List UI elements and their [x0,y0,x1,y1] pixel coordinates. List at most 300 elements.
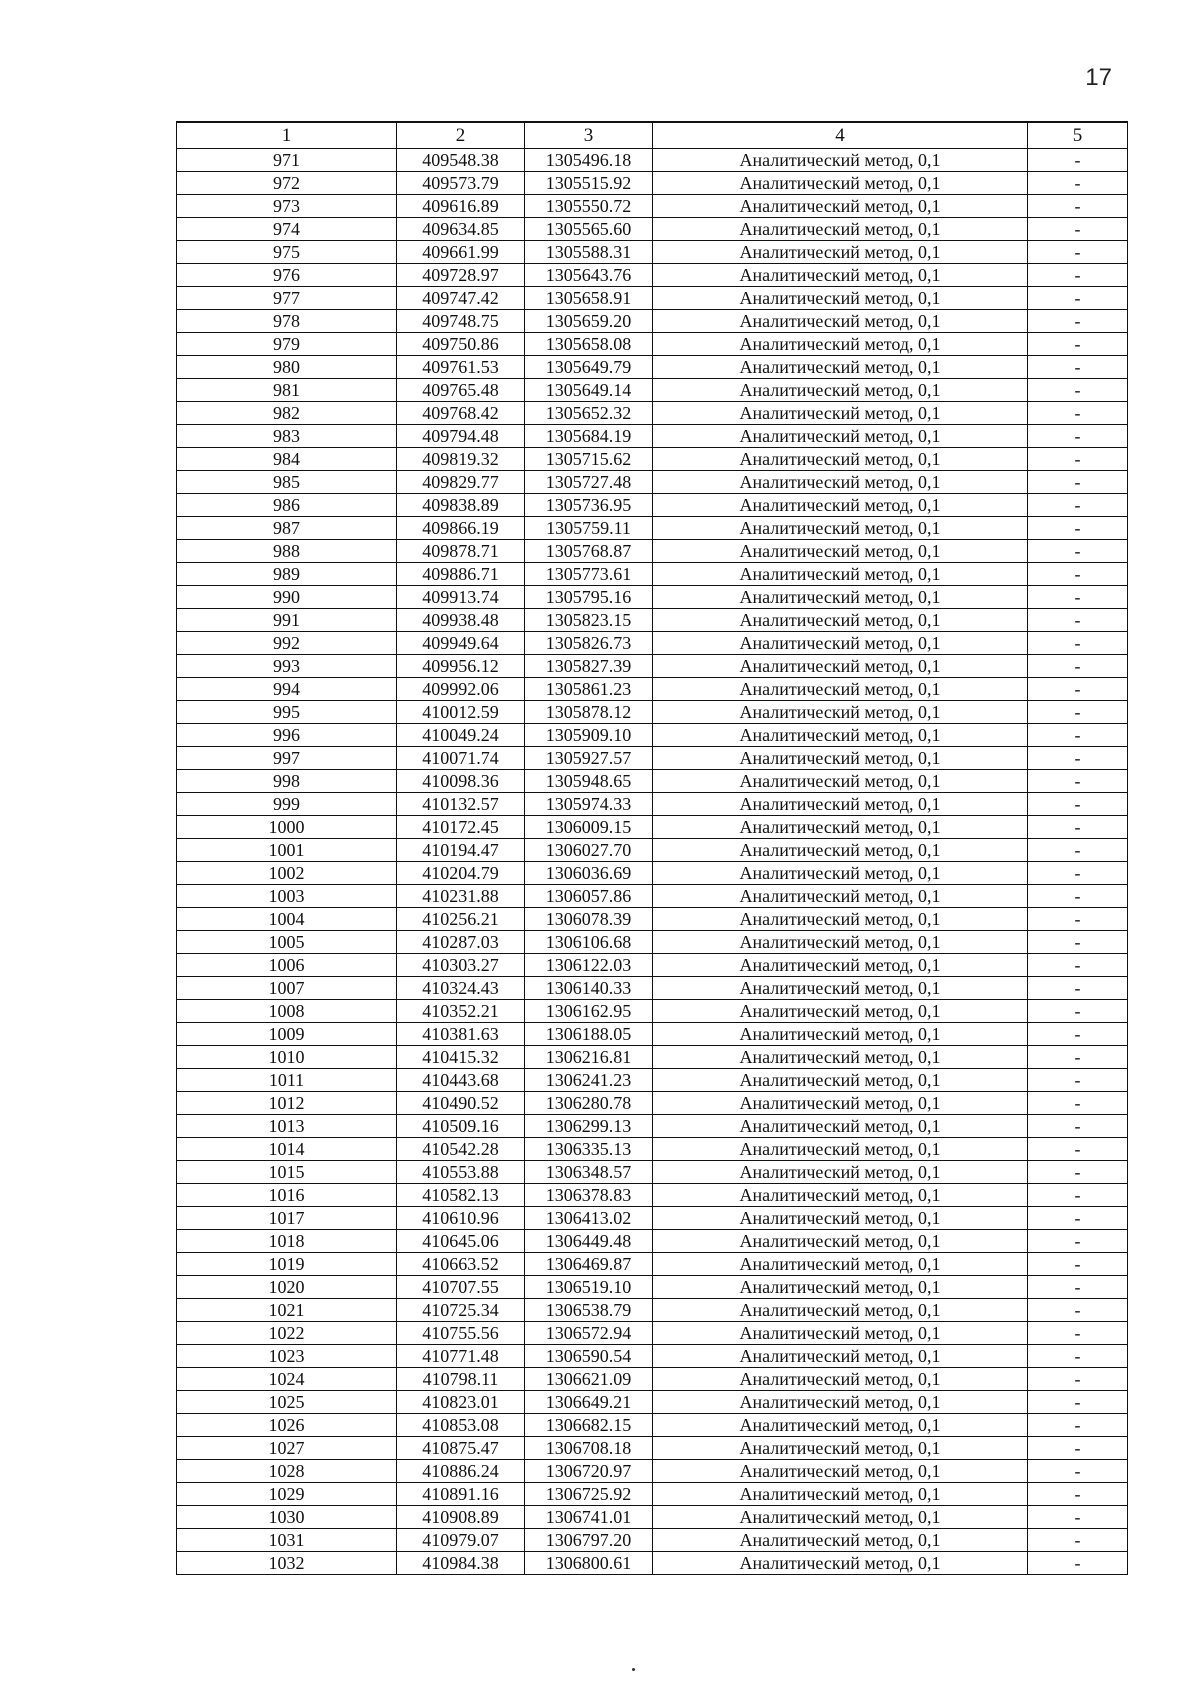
y-coordinate-cell: 1306009.15 [525,816,653,839]
point-number-cell: 981 [177,379,397,402]
table-row [177,724,1128,747]
note-cell: - [1028,701,1128,724]
y-coordinate-cell: 1305652.32 [525,402,653,425]
note-cell: - [1028,931,1128,954]
point-number-cell: 997 [177,747,397,770]
header-col-1: 1 [177,122,397,149]
note-cell: - [1028,379,1128,402]
table-row [177,264,1128,287]
table-row [177,494,1128,517]
table-row [177,379,1128,402]
note-cell: - [1028,241,1128,264]
y-coordinate-cell: 1305643.76 [525,264,653,287]
table-row [177,1023,1128,1046]
table-row [177,816,1128,839]
y-coordinate-cell: 1306538.79 [525,1299,653,1322]
note-cell: - [1028,1253,1128,1276]
table-row [177,586,1128,609]
x-coordinate-cell: 409728.97 [397,264,525,287]
y-coordinate-cell: 1305659.20 [525,310,653,333]
table-row [177,655,1128,678]
method-cell: Аналитический метод, 0,1 [653,1046,1028,1069]
y-coordinate-cell: 1305827.39 [525,655,653,678]
y-coordinate-cell: 1306720.97 [525,1460,653,1483]
note-cell: - [1028,609,1128,632]
y-coordinate-cell: 1306378.83 [525,1184,653,1207]
x-coordinate-cell: 410853.08 [397,1414,525,1437]
note-cell: - [1028,977,1128,1000]
table-row [177,678,1128,701]
x-coordinate-cell: 409765.48 [397,379,525,402]
table-row [177,885,1128,908]
table-row [177,1391,1128,1414]
note-cell: - [1028,218,1128,241]
note-cell: - [1028,1529,1128,1552]
note-cell: - [1028,1000,1128,1023]
y-coordinate-cell: 1306649.21 [525,1391,653,1414]
header-col-5: 5 [1028,122,1128,149]
point-number-cell: 989 [177,563,397,586]
x-coordinate-cell: 409573.79 [397,172,525,195]
note-cell: - [1028,310,1128,333]
x-coordinate-cell: 409838.89 [397,494,525,517]
point-number-cell: 1031 [177,1529,397,1552]
method-cell: Аналитический метод, 0,1 [653,908,1028,931]
method-cell: Аналитический метод, 0,1 [653,379,1028,402]
table-row [177,954,1128,977]
table-row [177,356,1128,379]
x-coordinate-cell: 410204.79 [397,862,525,885]
method-cell: Аналитический метод, 0,1 [653,747,1028,770]
method-cell: Аналитический метод, 0,1 [653,1000,1028,1023]
point-number-cell: 1007 [177,977,397,1000]
note-cell: - [1028,1207,1128,1230]
point-number-cell: 1013 [177,1115,397,1138]
y-coordinate-cell: 1305773.61 [525,563,653,586]
method-cell: Аналитический метод, 0,1 [653,1506,1028,1529]
point-number-cell: 1003 [177,885,397,908]
scan-dot [632,1668,635,1671]
method-cell: Аналитический метод, 0,1 [653,816,1028,839]
note-cell: - [1028,1460,1128,1483]
table-row [177,195,1128,218]
y-coordinate-cell: 1305565.60 [525,218,653,241]
y-coordinate-cell: 1306216.81 [525,1046,653,1069]
method-cell: Аналитический метод, 0,1 [653,517,1028,540]
method-cell: Аналитический метод, 0,1 [653,540,1028,563]
point-number-cell: 1022 [177,1322,397,1345]
note-cell: - [1028,1161,1128,1184]
note-cell: - [1028,885,1128,908]
point-number-cell: 1000 [177,816,397,839]
x-coordinate-cell: 409768.42 [397,402,525,425]
note-cell: - [1028,264,1128,287]
point-number-cell: 983 [177,425,397,448]
method-cell: Аналитический метод, 0,1 [653,1161,1028,1184]
table-row [177,977,1128,1000]
point-number-cell: 987 [177,517,397,540]
point-number-cell: 971 [177,149,397,172]
y-coordinate-cell: 1306469.87 [525,1253,653,1276]
note-cell: - [1028,494,1128,517]
point-number-cell: 1027 [177,1437,397,1460]
table-row [177,1276,1128,1299]
table-row [177,1437,1128,1460]
x-coordinate-cell: 409956.12 [397,655,525,678]
x-coordinate-cell: 409548.38 [397,149,525,172]
y-coordinate-cell: 1306708.18 [525,1437,653,1460]
x-coordinate-cell: 410771.48 [397,1345,525,1368]
x-coordinate-cell: 409747.42 [397,287,525,310]
x-coordinate-cell: 410132.57 [397,793,525,816]
point-number-cell: 984 [177,448,397,471]
method-cell: Аналитический метод, 0,1 [653,471,1028,494]
method-cell: Аналитический метод, 0,1 [653,655,1028,678]
x-coordinate-cell: 409616.89 [397,195,525,218]
note-cell: - [1028,1184,1128,1207]
x-coordinate-cell: 410352.21 [397,1000,525,1023]
point-number-cell: 986 [177,494,397,517]
y-coordinate-cell: 1306036.69 [525,862,653,885]
table-body [177,149,1128,1575]
method-cell: Аналитический метод, 0,1 [653,1207,1028,1230]
point-number-cell: 1032 [177,1552,397,1575]
y-coordinate-cell: 1306335.13 [525,1138,653,1161]
method-cell: Аналитический метод, 0,1 [653,448,1028,471]
x-coordinate-cell: 410908.89 [397,1506,525,1529]
point-number-cell: 1004 [177,908,397,931]
note-cell: - [1028,1391,1128,1414]
y-coordinate-cell: 1306057.86 [525,885,653,908]
x-coordinate-cell: 410415.32 [397,1046,525,1069]
table-row [177,747,1128,770]
y-coordinate-cell: 1306348.57 [525,1161,653,1184]
note-cell: - [1028,195,1128,218]
point-number-cell: 1002 [177,862,397,885]
table-row [177,1230,1128,1253]
point-number-cell: 995 [177,701,397,724]
method-cell: Аналитический метод, 0,1 [653,1069,1028,1092]
y-coordinate-cell: 1306449.48 [525,1230,653,1253]
table-row [177,1069,1128,1092]
method-cell: Аналитический метод, 0,1 [653,839,1028,862]
table-row [177,839,1128,862]
y-coordinate-cell: 1306725.92 [525,1483,653,1506]
table-row [177,1207,1128,1230]
x-coordinate-cell: 410645.06 [397,1230,525,1253]
method-cell: Аналитический метод, 0,1 [653,195,1028,218]
y-coordinate-cell: 1305588.31 [525,241,653,264]
method-cell: Аналитический метод, 0,1 [653,1322,1028,1345]
table-row [177,517,1128,540]
table-row [177,1552,1128,1575]
note-cell: - [1028,1230,1128,1253]
x-coordinate-cell: 409886.71 [397,563,525,586]
x-coordinate-cell: 410172.45 [397,816,525,839]
y-coordinate-cell: 1306519.10 [525,1276,653,1299]
note-cell: - [1028,517,1128,540]
x-coordinate-cell: 410194.47 [397,839,525,862]
header-col-3: 3 [525,122,653,149]
method-cell: Аналитический метод, 0,1 [653,1184,1028,1207]
method-cell: Аналитический метод, 0,1 [653,1552,1028,1575]
note-cell: - [1028,770,1128,793]
x-coordinate-cell: 410256.21 [397,908,525,931]
x-coordinate-cell: 409634.85 [397,218,525,241]
point-number-cell: 1020 [177,1276,397,1299]
table-row [177,1460,1128,1483]
y-coordinate-cell: 1306280.78 [525,1092,653,1115]
note-cell: - [1028,862,1128,885]
method-cell: Аналитический метод, 0,1 [653,954,1028,977]
note-cell: - [1028,448,1128,471]
y-coordinate-cell: 1306413.02 [525,1207,653,1230]
x-coordinate-cell: 410755.56 [397,1322,525,1345]
point-number-cell: 1021 [177,1299,397,1322]
point-number-cell: 1024 [177,1368,397,1391]
x-coordinate-cell: 410823.01 [397,1391,525,1414]
x-coordinate-cell: 410886.24 [397,1460,525,1483]
x-coordinate-cell: 409992.06 [397,678,525,701]
x-coordinate-cell: 410725.34 [397,1299,525,1322]
point-number-cell: 999 [177,793,397,816]
method-cell: Аналитический метод, 0,1 [653,770,1028,793]
x-coordinate-cell: 410984.38 [397,1552,525,1575]
note-cell: - [1028,402,1128,425]
point-number-cell: 1010 [177,1046,397,1069]
x-coordinate-cell: 410979.07 [397,1529,525,1552]
method-cell: Аналитический метод, 0,1 [653,563,1028,586]
method-cell: Аналитический метод, 0,1 [653,862,1028,885]
note-cell: - [1028,1552,1128,1575]
note-cell: - [1028,425,1128,448]
y-coordinate-cell: 1306122.03 [525,954,653,977]
point-number-cell: 994 [177,678,397,701]
note-cell: - [1028,172,1128,195]
table-row [177,1483,1128,1506]
x-coordinate-cell: 410891.16 [397,1483,525,1506]
y-coordinate-cell: 1305878.12 [525,701,653,724]
y-coordinate-cell: 1305823.15 [525,609,653,632]
y-coordinate-cell: 1305550.72 [525,195,653,218]
x-coordinate-cell: 410443.68 [397,1069,525,1092]
x-coordinate-cell: 409949.64 [397,632,525,655]
point-number-cell: 1012 [177,1092,397,1115]
note-cell: - [1028,1023,1128,1046]
note-cell: - [1028,1276,1128,1299]
y-coordinate-cell: 1306682.15 [525,1414,653,1437]
x-coordinate-cell: 410287.03 [397,931,525,954]
note-cell: - [1028,287,1128,310]
y-coordinate-cell: 1305736.95 [525,494,653,517]
method-cell: Аналитический метод, 0,1 [653,885,1028,908]
table-row [177,1322,1128,1345]
method-cell: Аналитический метод, 0,1 [653,425,1028,448]
note-cell: - [1028,747,1128,770]
table-row [177,172,1128,195]
table-row [177,701,1128,724]
x-coordinate-cell: 410798.11 [397,1368,525,1391]
table-row [177,425,1128,448]
method-cell: Аналитический метод, 0,1 [653,609,1028,632]
point-number-cell: 1028 [177,1460,397,1483]
y-coordinate-cell: 1306590.54 [525,1345,653,1368]
x-coordinate-cell: 410553.88 [397,1161,525,1184]
table-row [177,1506,1128,1529]
x-coordinate-cell: 410071.74 [397,747,525,770]
y-coordinate-cell: 1305649.79 [525,356,653,379]
point-number-cell: 973 [177,195,397,218]
point-number-cell: 996 [177,724,397,747]
y-coordinate-cell: 1306741.01 [525,1506,653,1529]
y-coordinate-cell: 1306162.95 [525,1000,653,1023]
point-number-cell: 1017 [177,1207,397,1230]
point-number-cell: 1009 [177,1023,397,1046]
table-row [177,1414,1128,1437]
point-number-cell: 972 [177,172,397,195]
note-cell: - [1028,1115,1128,1138]
point-number-cell: 980 [177,356,397,379]
x-coordinate-cell: 409938.48 [397,609,525,632]
method-cell: Аналитический метод, 0,1 [653,1138,1028,1161]
method-cell: Аналитический метод, 0,1 [653,1391,1028,1414]
note-cell: - [1028,1322,1128,1345]
table-row [177,908,1128,931]
x-coordinate-cell: 410610.96 [397,1207,525,1230]
table-row [177,540,1128,563]
point-number-cell: 1030 [177,1506,397,1529]
table-row [177,1092,1128,1115]
y-coordinate-cell: 1305649.14 [525,379,653,402]
y-coordinate-cell: 1305684.19 [525,425,653,448]
note-cell: - [1028,1138,1128,1161]
table-row [177,1115,1128,1138]
x-coordinate-cell: 409878.71 [397,540,525,563]
table-row [177,402,1128,425]
method-cell: Аналитический метод, 0,1 [653,241,1028,264]
point-number-cell: 974 [177,218,397,241]
x-coordinate-cell: 410707.55 [397,1276,525,1299]
note-cell: - [1028,333,1128,356]
method-cell: Аналитический метод, 0,1 [653,356,1028,379]
method-cell: Аналитический метод, 0,1 [653,586,1028,609]
method-cell: Аналитический метод, 0,1 [653,701,1028,724]
point-number-cell: 1005 [177,931,397,954]
table-row [177,1368,1128,1391]
point-number-cell: 991 [177,609,397,632]
page-number: 17 [1085,64,1112,91]
y-coordinate-cell: 1305768.87 [525,540,653,563]
x-coordinate-cell: 410582.13 [397,1184,525,1207]
note-cell: - [1028,1414,1128,1437]
table-row [177,448,1128,471]
table-row [177,1529,1128,1552]
table-row [177,1184,1128,1207]
method-cell: Аналитический метод, 0,1 [653,1230,1028,1253]
table-row [177,149,1128,172]
table-row [177,862,1128,885]
point-number-cell: 977 [177,287,397,310]
y-coordinate-cell: 1305909.10 [525,724,653,747]
point-number-cell: 1026 [177,1414,397,1437]
note-cell: - [1028,678,1128,701]
table-header [177,122,1128,149]
x-coordinate-cell: 410542.28 [397,1138,525,1161]
point-number-cell: 1023 [177,1345,397,1368]
table-row [177,218,1128,241]
table-row [177,1161,1128,1184]
method-cell: Аналитический метод, 0,1 [653,310,1028,333]
note-cell: - [1028,816,1128,839]
x-coordinate-cell: 410324.43 [397,977,525,1000]
y-coordinate-cell: 1306800.61 [525,1552,653,1575]
y-coordinate-cell: 1306027.70 [525,839,653,862]
note-cell: - [1028,655,1128,678]
y-coordinate-cell: 1305658.91 [525,287,653,310]
table-row [177,1253,1128,1276]
method-cell: Аналитический метод, 0,1 [653,1460,1028,1483]
table-row [177,1046,1128,1069]
note-cell: - [1028,908,1128,931]
y-coordinate-cell: 1306106.68 [525,931,653,954]
x-coordinate-cell: 410012.59 [397,701,525,724]
method-cell: Аналитический метод, 0,1 [653,632,1028,655]
method-cell: Аналитический метод, 0,1 [653,149,1028,172]
note-cell: - [1028,1483,1128,1506]
note-cell: - [1028,1368,1128,1391]
x-coordinate-cell: 410490.52 [397,1092,525,1115]
table-row [177,287,1128,310]
point-number-cell: 1006 [177,954,397,977]
table-row [177,609,1128,632]
method-cell: Аналитический метод, 0,1 [653,678,1028,701]
x-coordinate-cell: 409866.19 [397,517,525,540]
point-number-cell: 990 [177,586,397,609]
table-row [177,1000,1128,1023]
point-number-cell: 985 [177,471,397,494]
y-coordinate-cell: 1305861.23 [525,678,653,701]
method-cell: Аналитический метод, 0,1 [653,264,1028,287]
note-cell: - [1028,563,1128,586]
note-cell: - [1028,586,1128,609]
method-cell: Аналитический метод, 0,1 [653,1115,1028,1138]
y-coordinate-cell: 1306797.20 [525,1529,653,1552]
method-cell: Аналитический метод, 0,1 [653,1023,1028,1046]
table-row [177,632,1128,655]
x-coordinate-cell: 410303.27 [397,954,525,977]
y-coordinate-cell: 1305715.62 [525,448,653,471]
point-number-cell: 975 [177,241,397,264]
method-cell: Аналитический метод, 0,1 [653,1368,1028,1391]
table-row [177,1345,1128,1368]
note-cell: - [1028,1069,1128,1092]
y-coordinate-cell: 1305727.48 [525,471,653,494]
x-coordinate-cell: 409661.99 [397,241,525,264]
table-row [177,471,1128,494]
x-coordinate-cell: 409829.77 [397,471,525,494]
x-coordinate-cell: 409819.32 [397,448,525,471]
y-coordinate-cell: 1305948.65 [525,770,653,793]
note-cell: - [1028,1092,1128,1115]
x-coordinate-cell: 409750.86 [397,333,525,356]
point-number-cell: 1015 [177,1161,397,1184]
method-cell: Аналитический метод, 0,1 [653,1092,1028,1115]
point-number-cell: 1018 [177,1230,397,1253]
method-cell: Аналитический метод, 0,1 [653,494,1028,517]
y-coordinate-cell: 1306241.23 [525,1069,653,1092]
table-row [177,1138,1128,1161]
note-cell: - [1028,1046,1128,1069]
